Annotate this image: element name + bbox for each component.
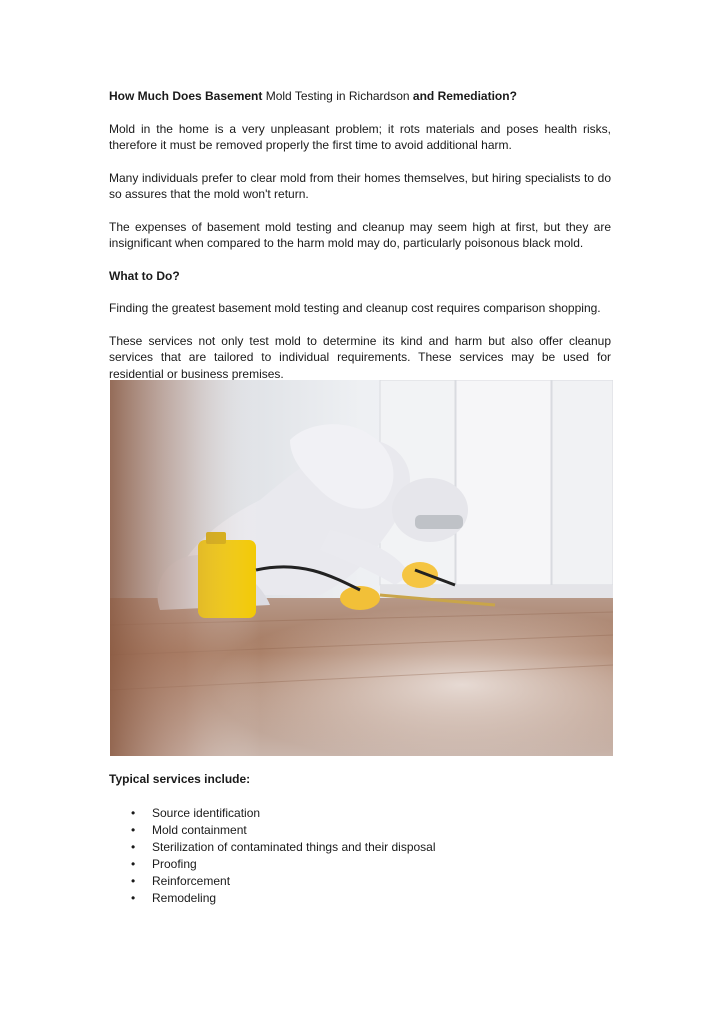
bullet-glyph: • [131, 840, 136, 854]
title-bold-end: and Remediation? [412, 89, 517, 103]
list-item [109, 839, 436, 856]
list-item-label: Mold containment [152, 823, 247, 837]
title-normal: Mold Testing in Richardson [262, 89, 413, 103]
title-bold-start: How Much Does Basement [109, 89, 263, 103]
list-item-label: Source identification [152, 806, 261, 820]
list-item [109, 873, 436, 890]
subheading-what-to-do: What to Do? [109, 268, 180, 283]
document-body [109, 88, 611, 398]
paragraph-5: These services not only test mold to determine its kind and harm but also offer cleanup services that are tailored to individual requirements. These services may be used for residential or business premises. [109, 333, 611, 381]
list-item-label: Reinforcement [152, 874, 231, 888]
bullet-glyph: • [131, 806, 136, 820]
list-item-label: Proofing [152, 857, 197, 871]
bullet-glyph: • [131, 857, 136, 871]
photo-illustration [110, 380, 613, 756]
list-item-label: Remodeling [152, 891, 217, 905]
list-item [109, 805, 436, 822]
services-list [109, 805, 436, 907]
list-item [109, 822, 436, 839]
list-item [109, 856, 436, 873]
mold-remediation-photo [110, 380, 613, 756]
list-item-label: Sterilization of contaminated things and their disposal [152, 840, 436, 854]
bullet-glyph: • [131, 874, 136, 888]
paragraph-2: Many individuals prefer to clear mold from their homes themselves, but hiring specialists to do so assures that the mold won't return. [109, 170, 611, 201]
document-title [109, 88, 611, 105]
services-list-title: Typical services include: [109, 772, 251, 786]
bullet-glyph: • [131, 823, 136, 837]
paragraph-1: Mold in the home is a very unpleasant problem; it rots materials and poses health risks, therefore it must be removed properly the first time to avoid additional harm. [109, 121, 611, 152]
paragraph-3: The expenses of basement mold testing and cleanup may seem high at first, but they are insignificant when compared to the harm mold may do, particularly poisonous black mold. [109, 219, 611, 250]
paragraph-4: Finding the greatest basement mold testing and cleanup cost requires comparison shopping. [109, 301, 601, 315]
list-item [109, 890, 436, 907]
bullet-glyph: • [131, 891, 136, 905]
